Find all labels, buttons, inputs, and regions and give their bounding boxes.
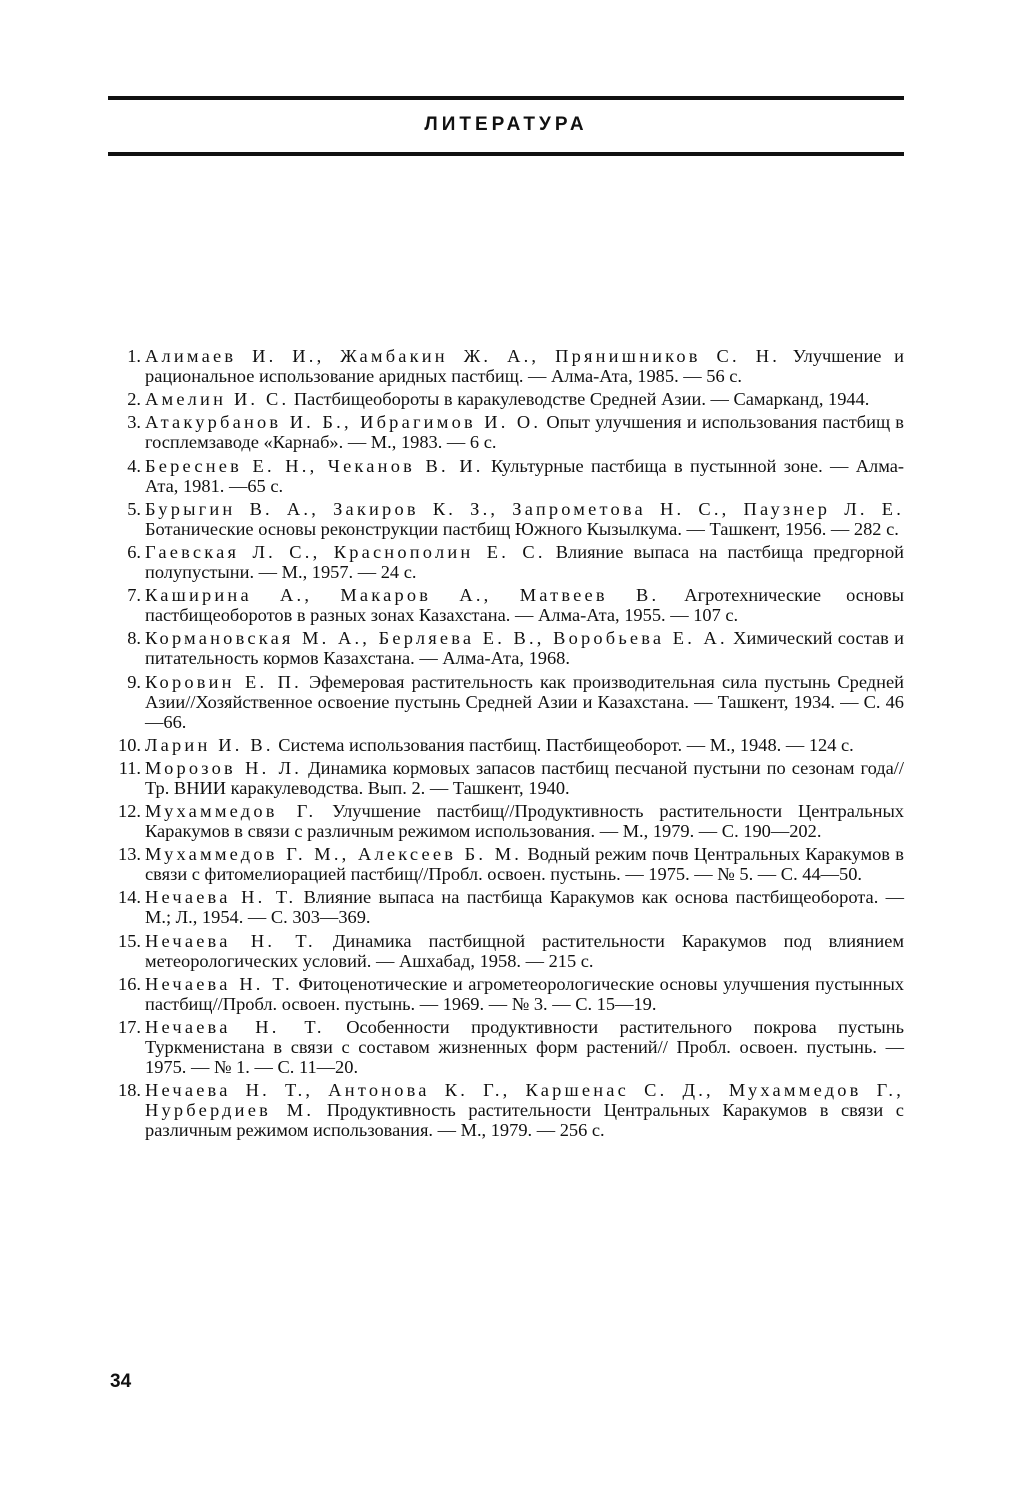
reference-item-12 [108,801,904,841]
reference-number: 18. [118,1080,141,1101]
page-heading: ЛИТЕРАТУРА [424,114,588,135]
reference-list [108,346,904,1143]
reference-author: Мухаммедов Г. М., Алексеев Б. М. [145,844,523,865]
reference-item-1 [108,346,904,386]
reference-item-14 [108,887,904,927]
reference-author: Ларин И. В. [145,734,274,755]
reference-item-18 [108,1080,904,1140]
reference-text: Культурные пастбища в пустынной зоне. — Алма-Ата, 1981. —65 с. [145,455,904,496]
reference-number: 10. [118,734,141,755]
reference-text: Ботанические основы реконструкции пастбищ Южного Кызылкума. — Ташкент, 1956. — 282 с. [145,518,899,539]
reference-text: Агротехнические основы пастбищеоборотов в разных зонах Казахстана. — Алма-Ата, 1955. — 107 с. [145,585,904,626]
reference-item-9 [108,672,904,732]
reference-text: Влияние выпаса на пастбища предгорной полупустыни. — М., 1957. — 24 с. [145,541,905,582]
reference-item-5 [108,499,904,539]
reference-number: 14. [118,887,141,908]
reference-number: 17. [118,1017,141,1037]
reference-number: 16. [118,973,141,994]
reference-item-11 [108,758,904,798]
reference-author: Гаевская Л. С., Краснополин Е. С. [145,541,546,562]
reference-text: Влияние выпаса на пастбища Каракумов как основа пастбищеоборота. — М.; Л., 1954. — С. 303—369. [145,887,905,928]
reference-text: Пастбищеобороты в каракулеводстве Средней Азии. — Самарканд, 1944. [289,389,870,410]
reference-number: 3. [127,412,141,433]
reference-author: Каширина А., Макаров А., Матвеев В. [145,585,660,606]
reference-text: Динамика пастбищной растительности Каракумов под влиянием метеорологических условий. — Ашхабад, 1958. — 215 с. [145,930,905,971]
reference-author: Амелин И. С. [145,389,290,410]
reference-item-4 [108,456,904,496]
reference-item-7 [108,585,904,625]
reference-item-8 [108,628,904,668]
reference-author: Морозов Н. Л. [145,757,303,778]
reference-text: Улучшение пастбищ//Продуктивность растительности Центральных Каракумов в связи с различным режимом использования. — М., 1979. — С. 190—202. [145,801,904,842]
reference-text: Улучшение и рациональное использование аридных пастбищ. — Алма-Ата, 1985. — 56 с. [145,346,905,386]
reference-author: Кормановская М. А., Берляева Е. В., Воробьева Е. А. [145,628,728,649]
reference-number: 8. [127,628,141,649]
reference-number: 13. [118,844,141,865]
reference-item-10 [108,735,904,755]
reference-author: Коровин Е. П. [145,671,302,692]
reference-number: 12. [118,801,141,822]
reference-text: Продуктивность растительности Центральных Каракумов в связи с различным режимом использования. — М., 1979. — 256 с. [145,1100,904,1141]
reference-item-3 [108,412,904,452]
reference-author: Атакурбанов И. Б., Ибрагимов И. О. [145,412,542,433]
reference-text: Система использования пастбищ. Пастбищеоборот. — М., 1948. — 124 с. [273,734,854,755]
reference-author: Мухаммедов Г. [145,801,317,822]
reference-author: Нечаева Н. Т. [145,887,297,908]
reference-text: Динамика кормовых запасов пастбищ песчаной пустыни по сезонам года//Тр. ВНИИ каракулеводства. Вып. 2. — Ташкент, 1940. [145,757,904,798]
reference-item-13 [108,844,904,884]
reference-number: 7. [127,585,141,606]
reference-number: 9. [127,671,141,692]
reference-item-15 [108,931,904,971]
reference-author: Алимаев И. И., Жамбакин Ж. А., Прянишников С. Н. [145,346,781,366]
reference-item-2 [108,389,904,409]
reference-author: Нечаева Н. Т. [145,930,316,951]
reference-number: 5. [127,498,141,519]
reference-text: Опыт улучшения и использования пастбищ в госплемзаводе «Карнаб». — М., 1983. — 6 с. [145,412,904,453]
reference-author: Нечаева Н. Т., Антонова К. Г., Каршенас С. Д., Мухаммедов Г., Нурбердиев М. [145,1080,904,1121]
reference-item-16 [108,974,904,1014]
reference-number: 1. [127,346,141,366]
reference-item-17 [108,1017,904,1077]
reference-text: Фитоценотические и агрометеорологические основы улучшения пустынных пастбищ//Пробл. освоен. пустынь. — 1969. — № 3. — С. 15—19. [145,973,904,1014]
reference-author: Нечаева Н. Т. [145,1017,325,1037]
reference-text: Эфемеровая растительность как производительная сила пустынь Средней Азии//Хозяйственное освоение пустынь Средней Азии и Казахстана. — Ташкент, 1934. — С. 46—66. [145,671,904,732]
top-rule [108,96,904,100]
reference-number: 6. [127,541,141,562]
reference-text: Химический состав и питательность кормов Казахстана. — Алма-Ата, 1968. [145,628,904,669]
reference-author: Бурыгин В. А., Закиров К. З., Запрометова Н. С., Паузнер Л. Е. [145,498,904,519]
reference-number: 2. [127,389,141,410]
page-number: 34 [110,1371,132,1392]
reference-text: Особенности продуктивности растительного покрова пустынь Туркменистана в связи с составом жизненных форм растений// Пробл. освоен. пустынь. — 1975. — № 1. — С. 11—20. [145,1017,904,1077]
reference-number: 15. [118,930,141,951]
reference-author: Нечаева Н. Т. [145,973,293,994]
reference-text: Водный режим почв Центральных Каракумов в связи с фитомелиорацией пастбищ//Пробл. освоен. пустынь. — 1975. — № 5. — С. 44—50. [145,844,904,885]
reference-item-6 [108,542,904,582]
reference-number: 4. [127,455,141,476]
reference-author: Береснев Е. Н., Чеканов В. И. [145,455,484,476]
reference-number: 11. [118,757,141,778]
bottom-rule [108,152,904,156]
